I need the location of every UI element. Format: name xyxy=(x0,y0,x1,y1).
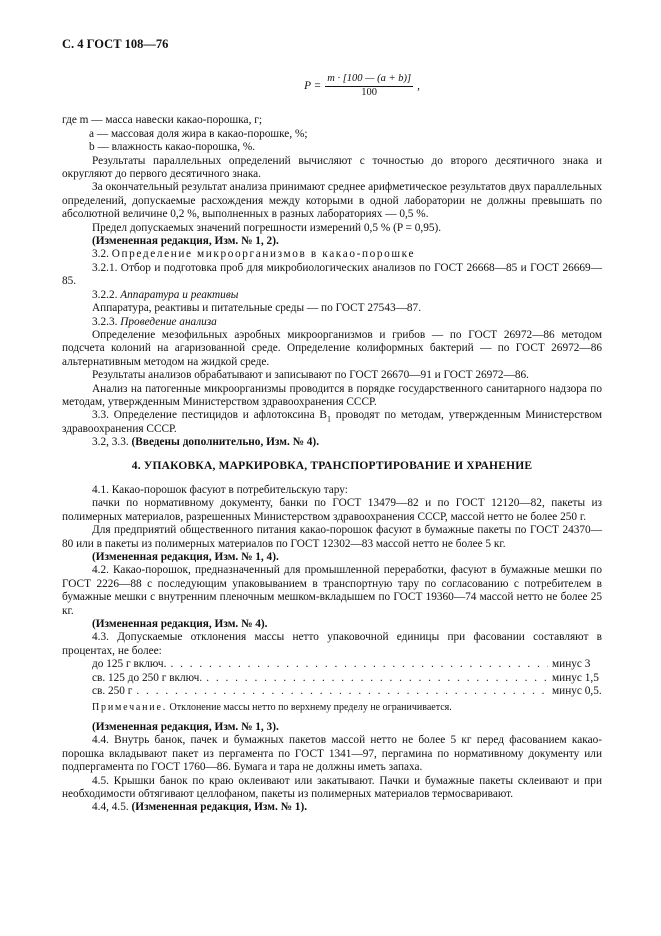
formula xyxy=(122,73,602,99)
section-3-3: 3.3. Определение пестицидов и афлотоксина $B_1$ проводят по методам, утвержденным Министерством здравоохранения СССР. xyxy=(62,409,602,435)
paragraph: Определение мезофильных аэробных микроорганизмов и грибов — по ГОСТ 26972—86 методом подсчета колоний на агаризованной среде. Определение колиформных бактерий — по ГОСТ 26972—86 альтернативным методом на жидкой среде. xyxy=(62,328,602,368)
section-4-title: 4. УПАКОВКА, МАРКИРОВКА, ТРАНСПОРТИРОВАНИЕ И ХРАНЕНИЕ xyxy=(131,459,533,472)
page-header: С. 4 ГОСТ 108—76 xyxy=(62,37,169,51)
paragraph: пачки по нормативному документу, банки по ГОСТ 13479—82 и по ГОСТ 12120—82, пакеты из полимерных материалов, разрешенных Министерством здравоохранения СССР, массой нетто не более 250 г. xyxy=(62,497,602,523)
formula-fraction xyxy=(325,73,413,99)
formula-lhs: P = xyxy=(304,79,322,92)
where-m: где m — масса навески какао-порошка, г; xyxy=(62,114,262,127)
tolerance-row: св. 125 до 250 г включ. . . . минус 1,5 xyxy=(62,672,602,685)
section-3-2-3-heading: 3.2.3. Проведение анализа xyxy=(92,315,217,328)
paragraph: Аппаратура, реактивы и питательные среды — по ГОСТ 27543—87. xyxy=(92,302,422,315)
paragraph: За окончательный результат анализа принимают среднее арифметическое результатов двух параллельных определений, допускаемые расхождения между которыми в одной лаборатории не должны превышать по абсолютной величине 0,2 %, выполненных в разных лабораториях — 0,5 %. xyxy=(62,181,602,221)
paragraph: Результаты параллельных определений вычисляют с точностью до второго десятичного знака и округляют до первого десятичного знака. xyxy=(62,154,602,181)
formula-denominator: 100 xyxy=(361,87,378,99)
where-a: a — массовая доля жира в какао-порошке, %; xyxy=(89,127,308,140)
where-b: b — влажность какао-порошка, %. xyxy=(89,141,256,154)
paragraph: 4.3. Допускаемые отклонения массы нетто упаковочной единицы при фасовании составляют в процентах, не более: xyxy=(62,631,602,657)
amendment-note: 4.4, 4.5. (Измененная редакция, Изм. № 1). xyxy=(92,801,308,814)
document-page xyxy=(62,38,602,815)
amendment-note: (Измененная редакция, Изм. № 1, 2). xyxy=(92,235,279,248)
paragraph: 4.5. Крышки банок по краю оклеивают или закатывают. Пачки и бумажные пакеты склеивают и при необходимости обтягивают целлофаном, пакеты из полимерных материалов термосваривают. xyxy=(62,774,602,800)
paragraph: Результаты анализов обрабатывают и записывают по ГОСТ 26670—91 и ГОСТ 26972—86. xyxy=(92,369,529,382)
amendment-note: (Измененная редакция, Изм. № 1, 3). xyxy=(92,720,279,733)
amendment-note: (Измененная редакция, Изм. № 1, 4). xyxy=(92,551,279,563)
paragraph: Предел допускаемых значений погрешности измерений 0,5 % (P = 0,95). xyxy=(92,221,442,234)
section-3-2-2-heading: 3.2.2. Аппаратура и реактивы xyxy=(92,288,239,301)
tolerance-row: св. 250 г . . . минус 0,5. xyxy=(62,685,602,698)
amendment-note: (Измененная редакция, Изм. № 4). xyxy=(92,618,268,631)
note: Примечание. Отклонение массы нетто по верхнему пределу не ограничивается. xyxy=(92,702,452,714)
paragraph: Анализ на патогенные микроорганизмы проводится в порядке государственного санитарного надзора по методам, утвержденным Министерством здравоохранения СССР. xyxy=(62,382,602,408)
leader-dots xyxy=(206,672,548,685)
leader-dots xyxy=(136,685,548,698)
formula-numerator: m · [100 — (a + b)] xyxy=(325,73,413,87)
amendment-note: 3.2, 3.3. (Введены дополнительно, Изм. № 4). xyxy=(92,436,320,449)
paragraph: 4.4. Внутрь банок, пачек и бумажных пакетов массой нетто не более 5 кг перед фасованием какао-порошка вкладывают пакет из пергамента по ГОСТ 1341—97, пергамина по нормативному документу или подпергамента по ГОСТ 1760—86. Бумага и тара не должны иметь запаха. xyxy=(62,734,602,774)
tolerance-row: до 125 г включ. . . . минус 3 xyxy=(62,658,602,671)
formula-tail: , xyxy=(417,79,420,92)
section-3-2-heading: 3.2. Определение микроорганизмов в какао-порошке xyxy=(92,248,416,261)
paragraph: Для предприятий общественного питания какао-порошок фасуют в бумажные пакеты по ГОСТ 24370—80 или в пакеты из полимерных материалов по ГОСТ 12302—83 массой нетто не более 5 кг. xyxy=(62,524,602,550)
paragraph: 4.1. Какао-порошок фасуют в потребительскую тару: xyxy=(92,483,348,496)
paragraph: 3.2.1. Отбор и подготовка проб для микробиологических анализов по ГОСТ 26668—85 и ГОСТ 26669—85. xyxy=(62,261,602,288)
leader-dots xyxy=(170,658,548,671)
paragraph: 4.2. Какао-порошок, предназначенный для промышленной переработки, фасуют в бумажные мешки по ГОСТ 2226—88 с последующим упаковыванием в транспортную тару по согласованию с потребителем в бумажные мешки с внутренним пленочным мешком-вкладышем по ГОСТ 19360—74 массой нетто не более 25 кг. xyxy=(62,564,602,617)
